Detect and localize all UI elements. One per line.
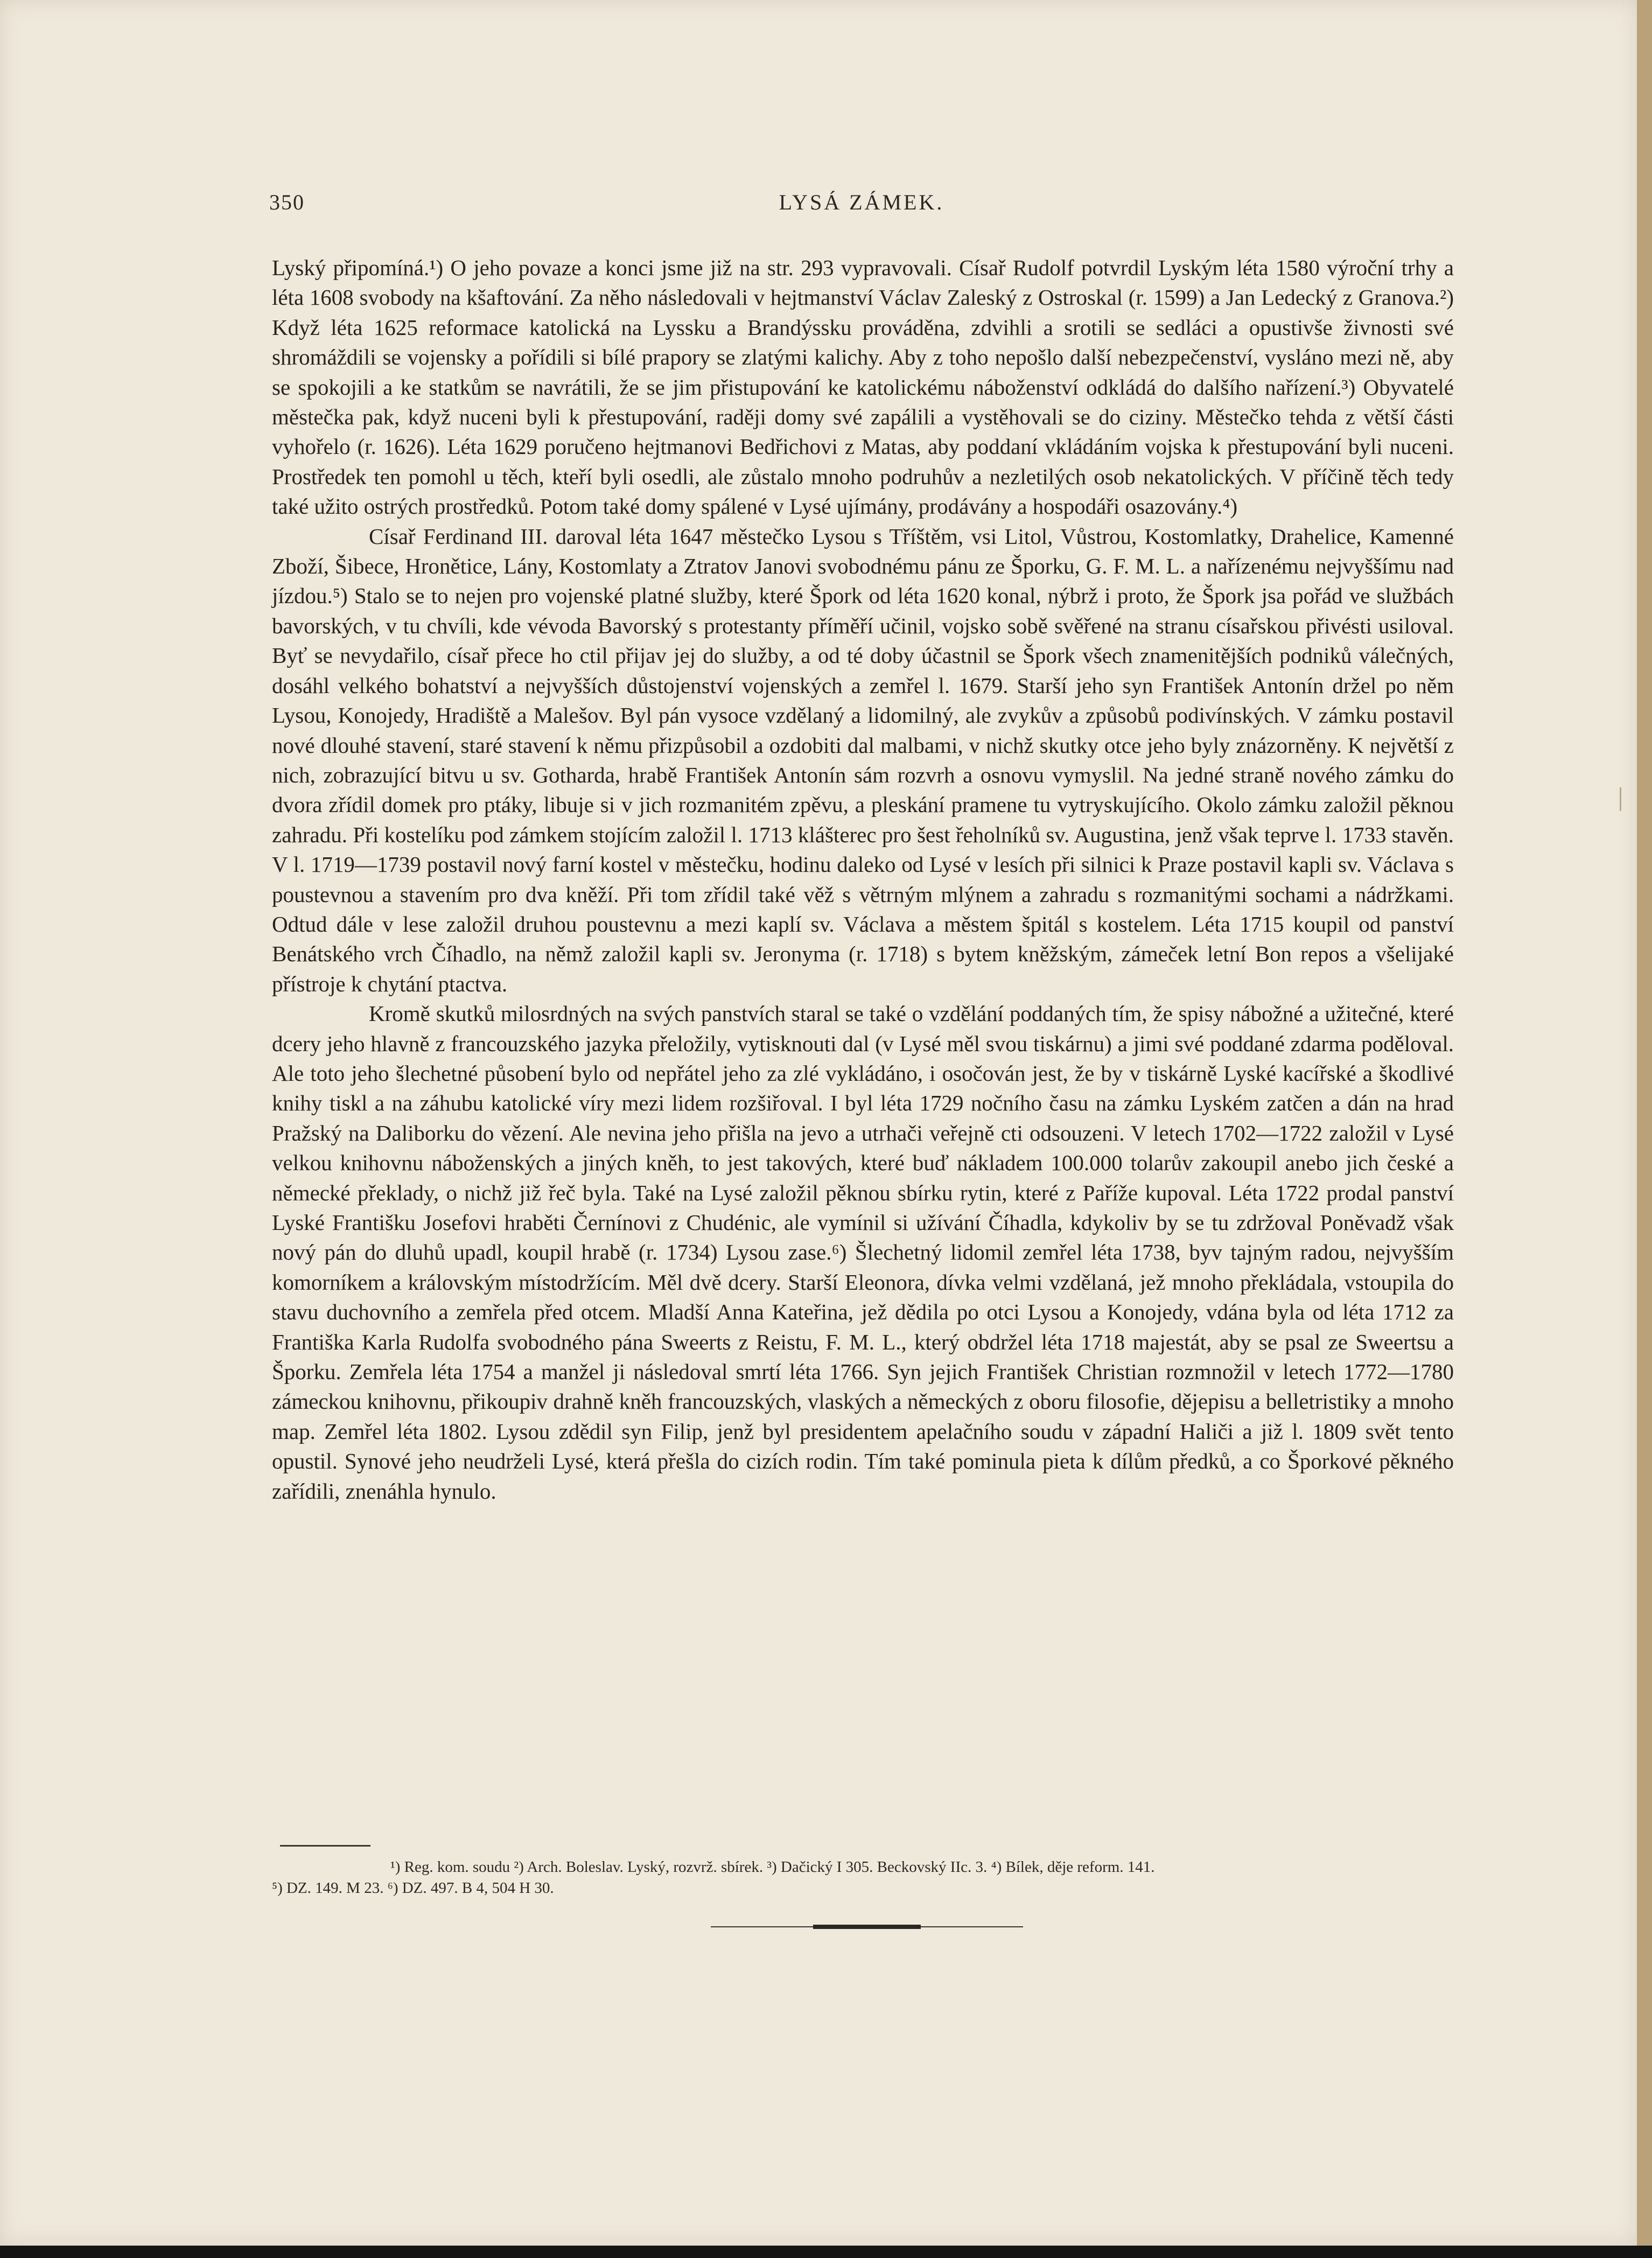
footnote-rule <box>280 1845 370 1847</box>
paragraph-1: Lyský připomíná.¹) O jeho povaze a konci jsme již na str. 293 vypravovali. Císař Rudolf potvrdil Lyským léta 1580 výroční trhy a léta 1608 svobody na kšaftování. Za něho následovali v hejtmanství Václav Zaleský z Ostroskal (r. 1599) a Jan Ledecký z Granova.²) Když léta 1625 reformace katolická na Lyssku a Brandýssku prováděna, zdvihli a srotili se sedláci a opustivše živnosti své shromáždili se vojensky a pořídili si bílé prapory se zlatými kalichy. Aby z toho nepošlo další nebezpečenství, vysláno mezi ně, aby se spokojili a ke statkům se navrátili, že se jim přistupování ke katolickému náboženství odkládá do dalšího nařízení.³) Obyvatelé městečka pak, když nuceni byli k přestupování, raději domy své zapálili a vystěhovali se do ciziny. Městečko tehda z větší části vyhořelo (r. 1626). Léta 1629 poručeno hejtmanovi Bedřichovi z Matas, aby poddaní vkládáním vojska k přestupování byli nuceni. Prostředek ten pomohl u těch, kteří byli osedli, ale zůstalo mnoho podruhův a nezletilých osob nekatolických. V příčině těch tedy také užito ostrých prostředků. Potom také domy spálené v Lysé ujímány, prodávány a hospodáři osazovány.⁴) <box>272 255 1454 519</box>
page-header <box>269 190 1454 222</box>
body-text <box>272 253 1454 1506</box>
page-number: 350 <box>269 190 305 214</box>
margin-mark <box>1620 787 1621 811</box>
ornament-thick-rule <box>813 1925 921 1929</box>
end-ornament <box>711 1924 1023 1930</box>
footnotes <box>272 1857 1454 1899</box>
paragraph-3: Kromě skutků milosrdných na svých panstvích staral se také o vzdělání poddaných tím, že spisy nábožné a užitečné, které dcery jeho hlavně z francouzského jazyka přeložily, vytisknouti dal (v Lysé měl svou tiskárnu) a jimi své poddané zdarma poděloval. Ale toto jeho šlechetné působení bylo od nepřátel jeho za zlé vykládáno, i osočován jest, že by v tiskárně Lyské kacířské a škodlivé knihy tiskl a na záhubu katolické víry mezi lidem rozšiřoval. I byl léta 1729 nočního času na zámku Lyském zatčen a dán na hrad Pražský na Daliborku do vězení. Ale nevina jeho přišla na jevo a utrhači veřejně cti odsouzeni. V letech 1702—1722 založil v Lysé velkou knihovnu náboženských a jiných kněh, to jest takových, které buď nákladem 100.000 tolarův zakoupil anebo jich české a německé překlady, o nichž již řeč byla. Také na Lysé založil pěknou sbírku rytin, které z Paříže kupoval. Léta 1722 prodal panství Lyské Františku Josefovi hraběti Černínovi z Chudénic, ale vymínil si užívání Číhadla, kdykoliv by se tu zdržoval Poněvadž však nový pán do dluhů upadl, koupil hrabě (r. 1734) Lysou zase.⁶) Šlechetný lidomil zemřel léta 1738, byv tajným radou, nejvyšším komorníkem a královským místodržícím. Měl dvě dcery. Starší Eleonora, dívka velmi vzdělaná, jež mnoho překládala, vstoupila do stavu duchovního a zemřela před otcem. Mladší Anna Kateřina, jež dědila po otci Lysou a Konojedy, vdána byla od léta 1712 za Františka Karla Rudolfa svobodného pána Sweerts z Reistu, F. M. L., který obdržel léta 1718 majestát, aby se psal ze Sweertsu a Šporku. Zemřela léta 1754 a manžel ji následoval smrtí léta 1766. Syn jejich František Christian rozmnožil v letech 1772—1780 zámeckou knihovnu, přikoupiv drahně kněh francouzských, vlaských a německých z oboru filosofie, dějepisu a belletristiky a mnoho map. Zemřel léta 1802. Lysou zdědil syn Filip, jenž byl presidentem apelačního soudu v západní Haliči a již l. 1809 svět tento opustil. Synové jeho neudrželi Lysé, která přešla do cizích rodin. Tím také pominula pieta k dílům předků, a co Šporkové pěkného zařídili, znenáhla hynulo. <box>272 1001 1454 1504</box>
page-edge-bottom <box>0 2246 1652 2258</box>
footnote-line-2: ⁵) DZ. 149. M 23. ⁶) DZ. 497. B 4, 504 H 30. <box>272 1879 554 1897</box>
paragraph-2: Císař Ferdinand III. daroval léta 1647 městečko Lysou s Tříštěm, vsi Litol, Vůstrou, Kostomlatky, Drahelice, Kamenné Zboží, Šibece, Hronětice, Lány, Kostomlaty a Ztratov Janovi svobodnému pánu ze Šporku, G. F. M. L. a nařízenému nejvyššímu nad jízdou.⁵) Stalo se to nejen pro vojenské platné služby, které Špork od léta 1620 konal, nýbrž i proto, že Špork jsa pořád ve službách bavorských, v tu chvíli, kde vévoda Bavorský s protestanty příměří učinil, vojsko sobě svěřené na stranu císařskou přivésti usiloval. Byť se nevydařilo, císař přece ho ctil přijav jej do služby, a od té doby účastnil se Špork všech znamenitějších podniků válečných, dosáhl velkého bohatství a nejvyšších důstojenství vojenských a zemřel l. 1679. Starší jeho syn František Antonín držel po něm Lysou, Konojedy, Hradiště a Malešov. Byl pán vysoce vzdělaný a lidomilný, ale zvykův a způsobů podivínských. V zámku postavil nové dlouhé stavení, staré stavení k němu přizpůsobil a ozdobiti dal malbami, v nichž skutky otce jeho byly znázorněny. K největší z nich, zobrazující bitvu u sv. Gotharda, hrabě František Antonín sám rozvrh a osnovu vymyslil. Na jedné straně nového zámku do dvora zřídil domek pro ptáky, libuje si v jich rozmanitém zpěvu, a pleskání pramene tu vytryskujícího. Okolo zámku založil pěknou zahradu. Při kostelíku pod zámkem stojícím založil l. 1713 klášterec pro šest řeholníků sv. Augustina, jenž však teprve l. 1733 stavěn. V l. 1719—1739 postavil nový farní kostel v městečku, hodinu daleko od Lysé v lesích při silnici k Praze postavil kapli sv. Václava s poustevnou a stavením pro dva kněží. Při tom zřídil také věž s větrným mlýnem a zahradu s rozmanitými sochami a nádržkami. Odtud dále v lese založil druhou poustevnu a mezi kaplí sv. Václava a městem špitál s kostelem. Léta 1715 koupil od panství Benátského vrch Číhadlo, na němž založil kapli sv. Jeronyma (r. 1718) s bytem kněžským, zámeček letní Bon repos a všelijaké přístroje k chytání ptactva. <box>272 523 1454 996</box>
running-title: LYSÁ ZÁMEK. <box>779 190 944 214</box>
footnote-line-1: ¹) Reg. kom. soudu ²) Arch. Boleslav. Lyský, rozvrž. sbírek. ³) Dačický I 305. Beckovský IIc. 3. ⁴) Bílek, děje reform. 141. <box>390 1858 1155 1876</box>
page-edge-right <box>1637 0 1652 2258</box>
